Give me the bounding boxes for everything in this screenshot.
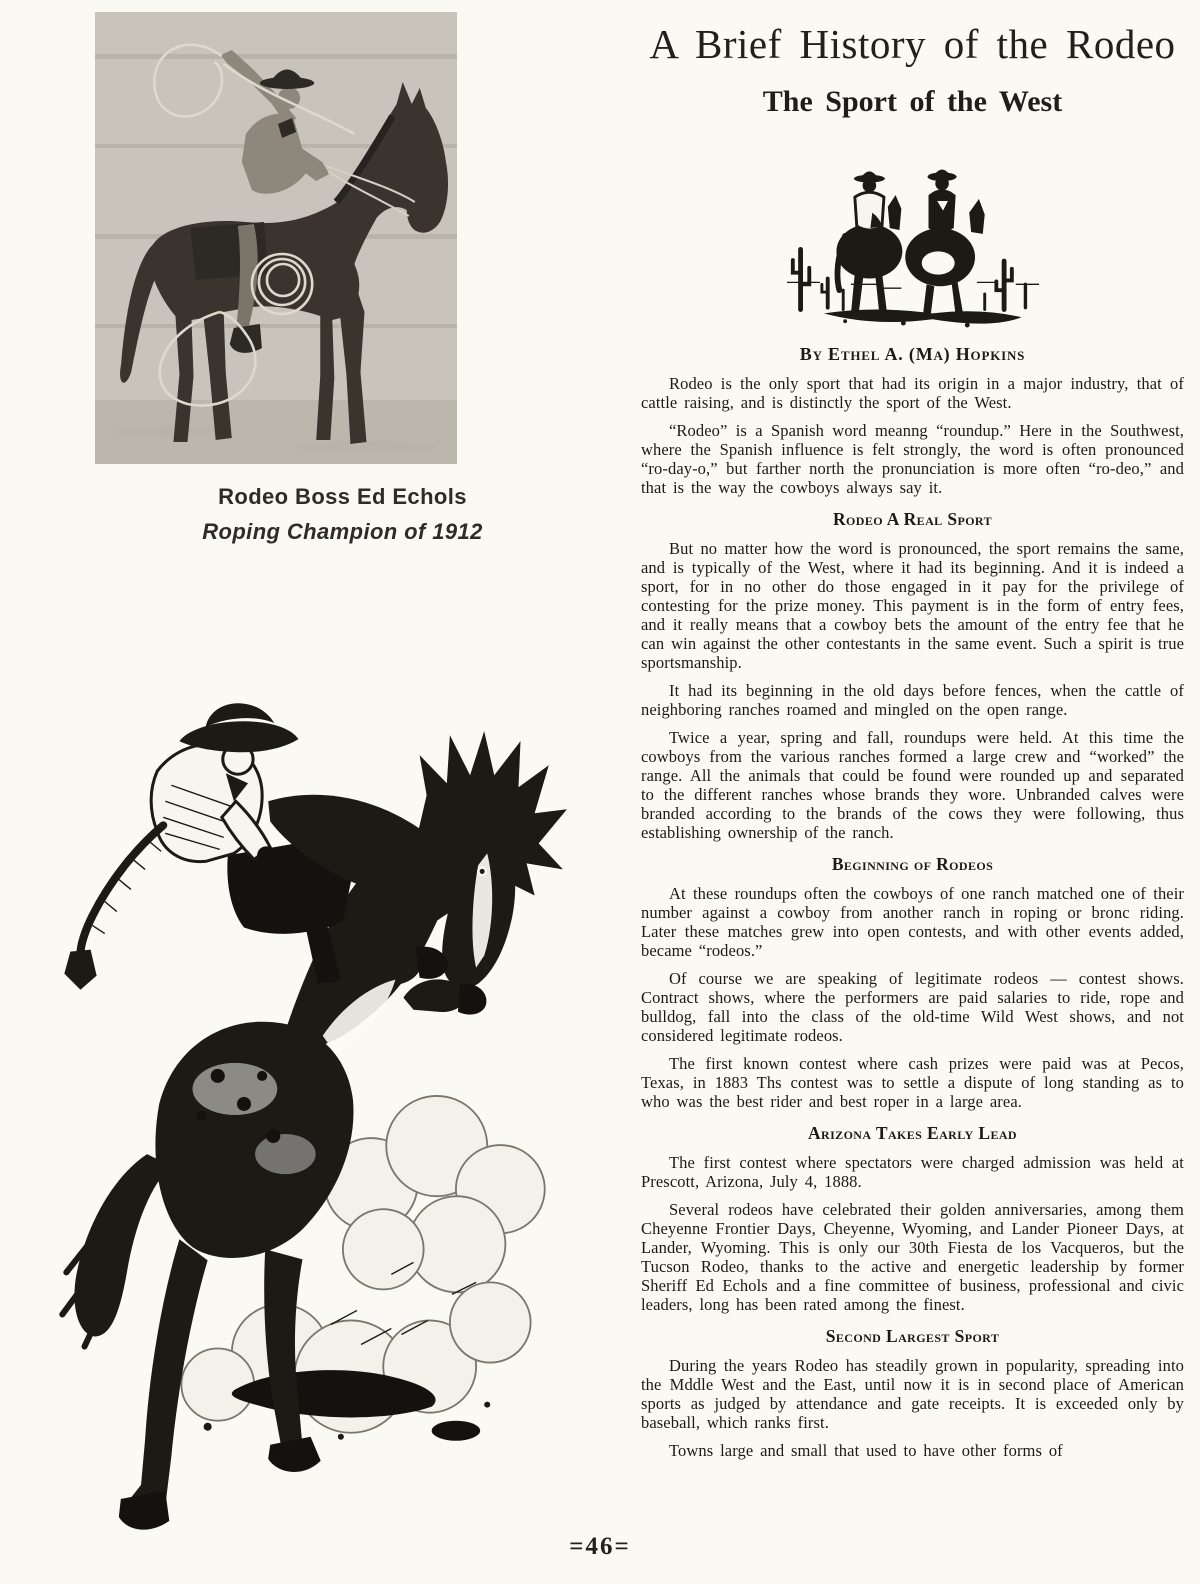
section-heading: Rodeo A Real Sport bbox=[833, 508, 992, 529]
article-column bbox=[641, 20, 1184, 1469]
photo-caption-line1: Rodeo Boss Ed Echols bbox=[218, 484, 467, 509]
photo-caption-line2: Roping Champion of 1912 bbox=[202, 519, 483, 544]
article-paragraph: But no matter how the word is pronounced, the sport remains the same, and is typically of the West, where it had its beginning. And it is indeed a sport, for in no other do those engaged in it pay for the privilege of contesting for the prize money. This payment is in the form of entry fees, and it really means that a cowboy bets the amount of the entry fee that he can win against the other contestants in the same event. Such a spirit is true sportsmanship. bbox=[641, 538, 1184, 672]
article-paragraph: Towns large and small that used to have other forms of bbox=[669, 1440, 1063, 1460]
bucking-bronco-illustration bbox=[28, 683, 573, 1555]
page-subtitle: The Sport of the West bbox=[762, 85, 1063, 118]
ed-echols-photo-image bbox=[95, 12, 457, 464]
byline: By Ethel A. (Ma) Hopkins bbox=[799, 343, 1026, 364]
article-paragraph: It had its beginning in the old days before fences, when the cattle of neighboring ranches roamed and mingled on the open range. bbox=[641, 680, 1184, 719]
article-paragraph: Twice a year, spring and fall, roundups were held. At this time the cowboys from the various ranches formed a large crew and “worked” the range. All the animals that could be found were rounded up and separated to the different ranches whose brands they wore. Unbranded calves were branded according to the brands of the cows they were following, thus establishing ownership of the ranch. bbox=[641, 727, 1184, 842]
bucking-bronco-image bbox=[28, 683, 573, 1555]
article-paragraph: Rodeo is the only sport that had its origin in a major industry, that of cattle raising, and is distinctly the sport of the West. bbox=[641, 373, 1184, 412]
section-heading: Second Largest Sport bbox=[825, 1325, 1000, 1346]
article-paragraph: At these roundups often the cowboys of one ranch matched one of their number against a cowboy from another ranch in roping or bronc riding. Later these matches grew into open contests, and with other events added, became “rodeos.” bbox=[641, 883, 1184, 960]
section-heading: Arizona Takes Early Lead bbox=[808, 1122, 1017, 1143]
section-heading: Beginning of Rodeos bbox=[831, 853, 994, 874]
horsemen-image bbox=[787, 137, 1039, 331]
article-paragraph: Several rodeos have celebrated their golden anniversaries, among them Cheyenne Frontier Days, Cheyenne, Wyoming, and Lander Pioneer Days, at Lander, Wyoming. This is only our 30th Fiesta de los Vacqueros, but the Tucson Rodeo, thanks to the active and energetic leadership by former Sheriff Ed Echols and a fine committee of business, professional and civic leaders, long has been rated among the finest. bbox=[641, 1199, 1184, 1314]
page-number: =46= bbox=[569, 1533, 631, 1560]
article-paragraph: During the years Rodeo has steadily grown in popularity, spreading into the Mddle West and the East, until now it is in second place of American sports as judged by attendance and gate receipts. It is exceeded only by baseball, which ranks first. bbox=[641, 1355, 1184, 1432]
article-body bbox=[641, 374, 1184, 1460]
ed-echols-photo bbox=[95, 12, 457, 464]
article-paragraph: “Rodeo” is a Spanish word meanng “roundup.” Here in the Southwest, where the Spanish influence is felt strongly, the word is often pronounced “ro-day-o,” but farther north the pronunciation is more often “ro-deo,” and that is the way the cowboys always say it. bbox=[641, 420, 1184, 497]
horsemen-illustration bbox=[787, 137, 1039, 331]
page-title: A Brief History of the Rodeo bbox=[649, 21, 1176, 67]
article-paragraph: The first contest where spectators were charged admission was held at Prescott, Arizona, July 4, 1888. bbox=[641, 1152, 1184, 1191]
article-paragraph: The first known contest where cash prizes were paid was at Pecos, Texas, in 1883 Ths contest was to settle a dispute of long standing as to who was the best rider and best roper in a large area. bbox=[641, 1053, 1184, 1111]
photo-caption bbox=[170, 484, 515, 545]
article-paragraph: Of course we are speaking of legitimate rodeos — contest shows. Contract shows, where the performers are paid salaries to ride, rope and bulldog, fall into the class of the old-time Wild West shows, and not considered legitimate rodeos. bbox=[641, 968, 1184, 1045]
